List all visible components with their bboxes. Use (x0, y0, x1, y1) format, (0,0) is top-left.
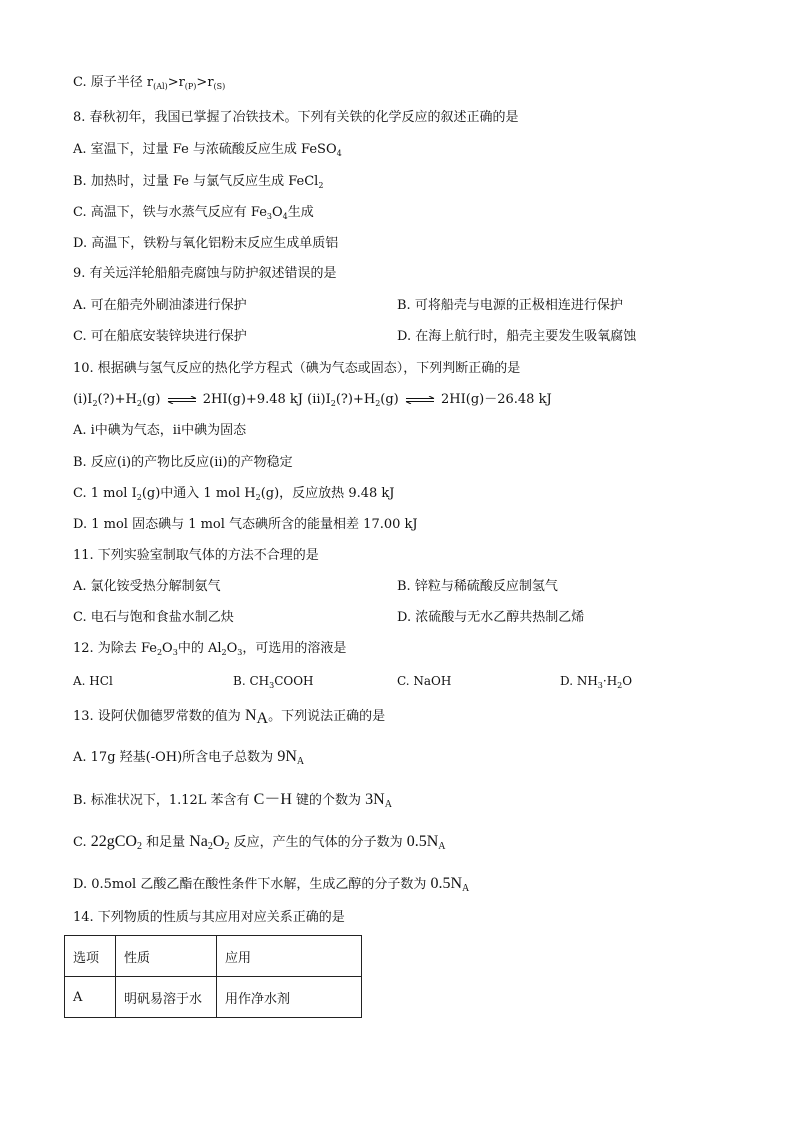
table-cell: 明矾易溶于水 (116, 977, 217, 1018)
q12-option-a: A. HCl (73, 674, 113, 688)
q10-option-c: C. 1 mol $I_2(g)$中通入 1 mol $H_2(g)$，反应放热 9.48 kJ (73, 486, 395, 502)
q11-option-d: D. 浓硫酸与无水乙醇共热制乙烯 (397, 610, 585, 625)
q13-option-a: A. 17g 羟基(-OH)所含电子总数为 $9N_A$ (73, 748, 305, 767)
q9-stem: 9. 有关远洋轮船船壳腐蚀与防护叙述错误的是 (73, 266, 337, 281)
q8-option-a: A. 室温下，过量 Fe 与浓硫酸反应生成 FeSO$_4$ (73, 142, 342, 158)
q13-option-b: B. 标准状况下，1.12L 苯含有 C－H 键的个数为 $3N_A$ (73, 791, 392, 810)
q14-stem: 14. 下列物质的性质与其应用对应关系正确的是 (73, 910, 345, 925)
q11-option-a: A. 氯化铵受热分解制氨气 (73, 579, 221, 594)
table-header-row (65, 936, 362, 977)
table-header-cell: 应用 (217, 936, 362, 977)
q11-stem: 11. 下列实验室制取气体的方法不合理的是 (73, 548, 319, 563)
q12-option-b: B. $CH_3COOH$ (233, 674, 314, 690)
q12-option-c: C. NaOH (397, 674, 452, 688)
q9-option-c: C. 可在船底安装锌块进行保护 (73, 329, 247, 344)
q10-stem: 10. 根据碘与氢气反应的热化学方程式（碘为气态或固态），下列判断正确的是 (73, 361, 521, 376)
q12-stem: 12. 为除去 $Fe_2O_3$中的 $Al_2O_3$，可选用的溶液是 (73, 641, 347, 657)
q7-option-c: C. 原子半径 $r_{(Al)}>r_{(P)}>r_{(S)}$ (73, 75, 226, 91)
q11-option-b: B. 锌粒与稀硫酸反应制氢气 (397, 579, 558, 594)
q11-option-c: C. 电石与饱和食盐水制乙炔 (73, 610, 234, 625)
q9-option-d: D. 在海上航行时，船壳主要发生吸氧腐蚀 (397, 329, 637, 344)
q9-option-b: B. 可将船壳与电源的正极相连进行保护 (397, 298, 623, 313)
table-cell: A (65, 977, 116, 1018)
equilibrium-arrow-icon (167, 396, 197, 404)
q9-option-a: A. 可在船壳外刷油漆进行保护 (73, 298, 247, 313)
q10-option-d: D. 1 mol 固态碘与 1 mol 气态碘所含的能量相差 17.00 kJ (73, 517, 418, 532)
table-header-cell: 性质 (116, 936, 217, 977)
q8-option-d: D. 高温下，铁粉与氧化铝粉末反应生成单质铝 (73, 236, 339, 251)
table-header-cell: 选项 (65, 936, 116, 977)
q13-stem: 13. 设阿伏伽德罗常数的值为 $N_A$。下列说法正确的是 (73, 707, 386, 727)
q13-option-d: D. 0.5mol 乙酸乙酯在酸性条件下水解，生成乙醇的分子数为 $0.5N_A$ (73, 875, 470, 894)
q10-option-b: B. 反应(ⅰ)的产物比反应(ⅱ)的产物稳定 (73, 455, 293, 470)
q10-equations: $(ⅰ)I_2(?)+H_2(g)$ 2HI(g)+9.48 kJ $(ⅱ)I_2(?)+H_2(g)$ 2HI(g)－26.48 kJ (73, 392, 552, 408)
q14-table (64, 935, 362, 1018)
equilibrium-arrow-icon (405, 396, 435, 404)
q8-option-b: B. 加热时，过量 Fe 与氯气反应生成 FeCl$_2$ (73, 174, 324, 190)
q13-option-c: C. 22gCO$_2$ 和足量 $Na_2O_2$ 反应，产生的气体的分子数为 $0.5N_A$ (73, 833, 446, 852)
table-row (65, 977, 362, 1018)
q12-option-d: D. $NH_3\cdot H_2O$ (560, 674, 633, 690)
table-cell: 用作净水剂 (217, 977, 362, 1018)
q10-option-a: A. ⅰ中碘为气态，ⅱ中碘为固态 (73, 423, 247, 438)
q8-stem: 8. 春秋初年，我国已掌握了冶铁技术。下列有关铁的化学反应的叙述正确的是 (73, 110, 519, 125)
q8-option-c: C. 高温下，铁与水蒸气反应有 $Fe_3O_4$生成 (73, 205, 314, 221)
